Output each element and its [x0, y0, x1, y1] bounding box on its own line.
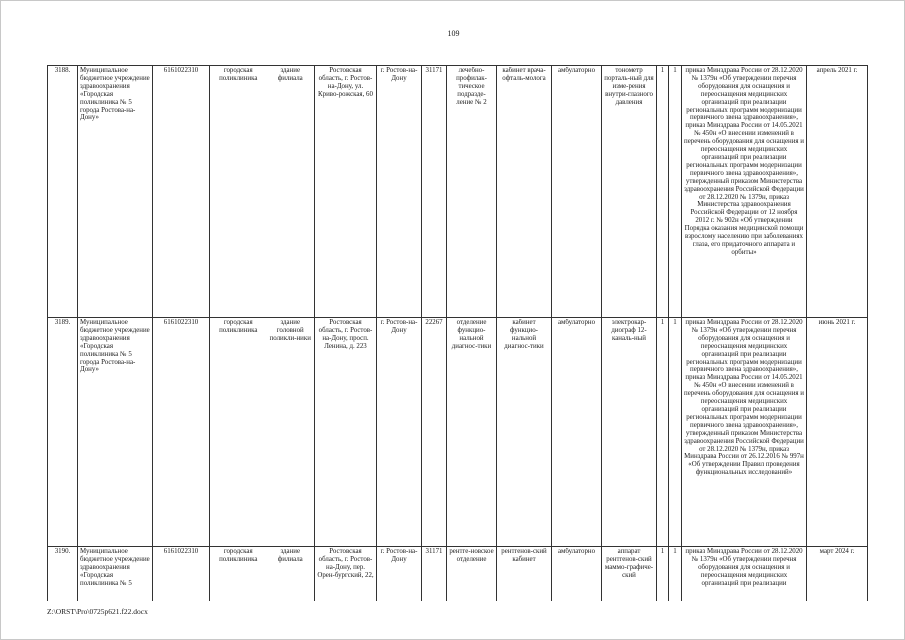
cell-room-text: кабинет врача-офталь-молога: [502, 67, 546, 82]
cell-quantity-2-text: 1: [673, 548, 677, 555]
cell-inn-text: 6161022310: [163, 67, 199, 74]
cell-code-text: 31171: [425, 548, 443, 555]
cell-care-mode-text: амбулаторно: [557, 67, 596, 74]
cell-number: [48, 66, 78, 318]
cell-equipment-text: тонометр порталь-ный для изме-рения внутри-глазного давления: [604, 67, 654, 106]
cell-address: [315, 318, 377, 547]
cell-quantity-2: [669, 66, 682, 318]
cell-care-mode-text: амбулаторно: [557, 548, 596, 555]
cell-building-text: здание головной поликли-ники: [269, 319, 311, 342]
cell-number-text: 3190.: [54, 548, 71, 555]
cell-quantity-2: [669, 318, 682, 547]
cell-code: [422, 66, 447, 318]
cell-quantity-1-text: 1: [660, 319, 665, 326]
cell-deadline-text: июнь 2021 г.: [818, 319, 856, 326]
cell-department-text: отделение функцио-нальной диагнос-тики: [451, 319, 492, 350]
cell-building-text: здание филиала: [277, 67, 303, 82]
cell-facility-type-text: городская поликлиника: [219, 548, 258, 563]
cell-facility-type-text: городская поликлиника: [219, 67, 258, 82]
cell-city: [377, 318, 422, 547]
cell-facility-type: [210, 66, 267, 318]
cell-department-text: лечебно-профилак-тическое подразде-ление № 2: [456, 67, 487, 106]
cell-quantity-2: [669, 547, 682, 601]
cell-room: [497, 66, 552, 318]
table-row: [48, 66, 868, 318]
cell-department-text: рентге-новское отделение: [449, 548, 494, 563]
cell-number: [48, 318, 78, 547]
cell-inn-text: 6161022310: [163, 319, 199, 326]
cell-number: [48, 547, 78, 601]
cell-quantity-2-text: 1: [673, 67, 677, 74]
cell-building: [267, 547, 315, 601]
cell-deadline: [807, 547, 868, 601]
cell-address-text: Ростовская область, г. Ростов-на-Дону, пер. Орен-бургский, 22,: [317, 548, 374, 579]
cell-facility-type: [210, 318, 267, 547]
cell-room: [497, 547, 552, 601]
cell-department: [447, 547, 497, 601]
cell-inn: [153, 66, 210, 318]
page-number: 109: [447, 29, 460, 38]
cell-equipment-text: электрокар-диограф 12-каналь-ный: [611, 319, 647, 342]
cell-deadline-text: апрель 2021 г.: [816, 67, 858, 74]
cell-care-mode: [552, 318, 602, 547]
cell-legal-basis-text: приказ Минздрава России от 28.12.2020 № 1379н «Об утверждении перечня оборудования для оснащения и переоснащения медицинских организаций при реализации региональных программ модернизации первичного звена здравоохранения», приказ Минздрава России от 14.05.2021 № 450н «О внесении изменений в перечень оборудования для оснащения и переоснащения медицинских организаций при реализации региональных программ модернизации первичного звена здравоохранения», утвержденный приказом Министерства здравоохранения Российской Федерации от 28.12.2020 № 1379н, приказ Министерства здравоохранения Российской Федерации от 12 ноября 2012 г. № 902н «Об утверждении Порядка оказания медицинской помощи взрослому населению при заболеваниях глаза, его придаточного аппарата и орбиты»: [684, 67, 804, 256]
cell-deadline: [807, 66, 868, 318]
file-path-footer: Z:\ORST\Pro\0725p621.f22.docx: [47, 607, 148, 616]
cell-city-text: г. Ростов-на-Дону: [380, 548, 418, 563]
cell-equipment: [602, 318, 657, 547]
cell-code: [422, 318, 447, 547]
cell-quantity-2-text: 1: [673, 319, 677, 326]
cell-care-mode: [552, 66, 602, 318]
cell-facility-type-text: городская поликлиника: [219, 319, 258, 334]
cell-legal-basis-text: приказ Минздрава России от 28.12.2020 № 1379н «Об утверждении перечня оборудования для оснащения и переоснащения медицинских организаций при реализации: [685, 548, 803, 587]
cell-room-text: кабинет функцио-нальной диагнос-тики: [504, 319, 544, 350]
cell-legal-basis-text: приказ Минздрава России от 28.12.2020 № 1379н «Об утверждении перечня оборудования для оснащения и переоснащения медицинских организаций при реализации региональных программ модернизации первичного звена здравоохранения», приказ Минздрава России от 14.05.2021 № 450н «О внесении изменений в перечень оборудования для оснащения и переоснащения медицинских организаций при реализации региональных программ модернизации первичного звена здравоохранения», утвержденный приказом Министерства здравоохранения Российской Федерации от 28.12.2020 № 1379н, приказ Минздрава России от 26.12.2016 № 997н «Об утверждении Правил проведения функциональных исследований»: [684, 319, 804, 477]
cell-facility-type: [210, 547, 267, 601]
cell-address: [315, 66, 377, 318]
cell-legal-basis: [682, 66, 807, 318]
cell-code: [422, 547, 447, 601]
cell-quantity-1: [657, 318, 669, 547]
cell-inn: [153, 318, 210, 547]
cell-building: [267, 318, 315, 547]
cell-equipment: [602, 66, 657, 318]
cell-city: [377, 66, 422, 318]
cell-address: [315, 547, 377, 601]
cell-equipment: [602, 547, 657, 601]
cell-city-text: г. Ростов-на-Дону: [380, 67, 418, 82]
cell-city: [377, 547, 422, 601]
cell-care-mode-text: амбулаторно: [557, 319, 596, 326]
cell-room-text: рентгенов-ский кабинет: [501, 548, 547, 563]
cell-department: [447, 66, 497, 318]
cell-institution-text: Муниципальное бюджетное учреждение здравоохранения «Городская поликлиника № 5 города Ростова-на-Дону»: [80, 67, 150, 122]
cell-institution-text: Муниципальное бюджетное учреждение здравоохранения «Городская поликлиника № 5 города Ростова-на-Дону»: [80, 319, 150, 374]
cell-building: [267, 66, 315, 318]
cell-institution-text: Муниципальное бюджетное учреждение здравоохранения «Городская поликлиника № 5: [80, 548, 150, 587]
cell-inn: [153, 547, 210, 601]
cell-quantity-1: [657, 66, 669, 318]
cell-code-text: 31171: [425, 67, 443, 74]
cell-legal-basis: [682, 318, 807, 547]
cell-number-text: 3189.: [54, 319, 71, 326]
cell-code-text: 22267: [425, 319, 443, 326]
cell-city-text: г. Ростов-на-Дону: [380, 319, 418, 334]
cell-inn-text: 6161022310: [163, 548, 199, 555]
cell-address-text: Ростовская область, г. Ростов-на-Дону, просп. Ленина, д. 223: [318, 319, 373, 350]
cell-institution: [78, 318, 153, 547]
cell-legal-basis: [682, 547, 807, 601]
table-row: [48, 547, 868, 601]
cell-institution: [78, 547, 153, 601]
cell-deadline-text: март 2024 г.: [819, 548, 855, 555]
cell-care-mode: [552, 547, 602, 601]
equipment-register-table: [47, 65, 868, 601]
table-row: [48, 318, 868, 547]
cell-quantity-1: [657, 547, 669, 601]
cell-deadline: [807, 318, 868, 547]
cell-address-text: Ростовская область, г. Ростов-на-Дону, ул. Криво-рожская, 60: [318, 67, 373, 98]
cell-quantity-1-text: 1: [660, 548, 665, 555]
cell-equipment-text: аппарат рентгенов-ский маммо-графиче-ский: [604, 548, 654, 579]
cell-room: [497, 318, 552, 547]
cell-building-text: здание филиала: [277, 548, 303, 563]
table-body: [48, 66, 868, 601]
cell-quantity-1-text: 1: [660, 67, 665, 74]
cell-department: [447, 318, 497, 547]
cell-number-text: 3188.: [54, 67, 71, 74]
cell-institution: [78, 66, 153, 318]
